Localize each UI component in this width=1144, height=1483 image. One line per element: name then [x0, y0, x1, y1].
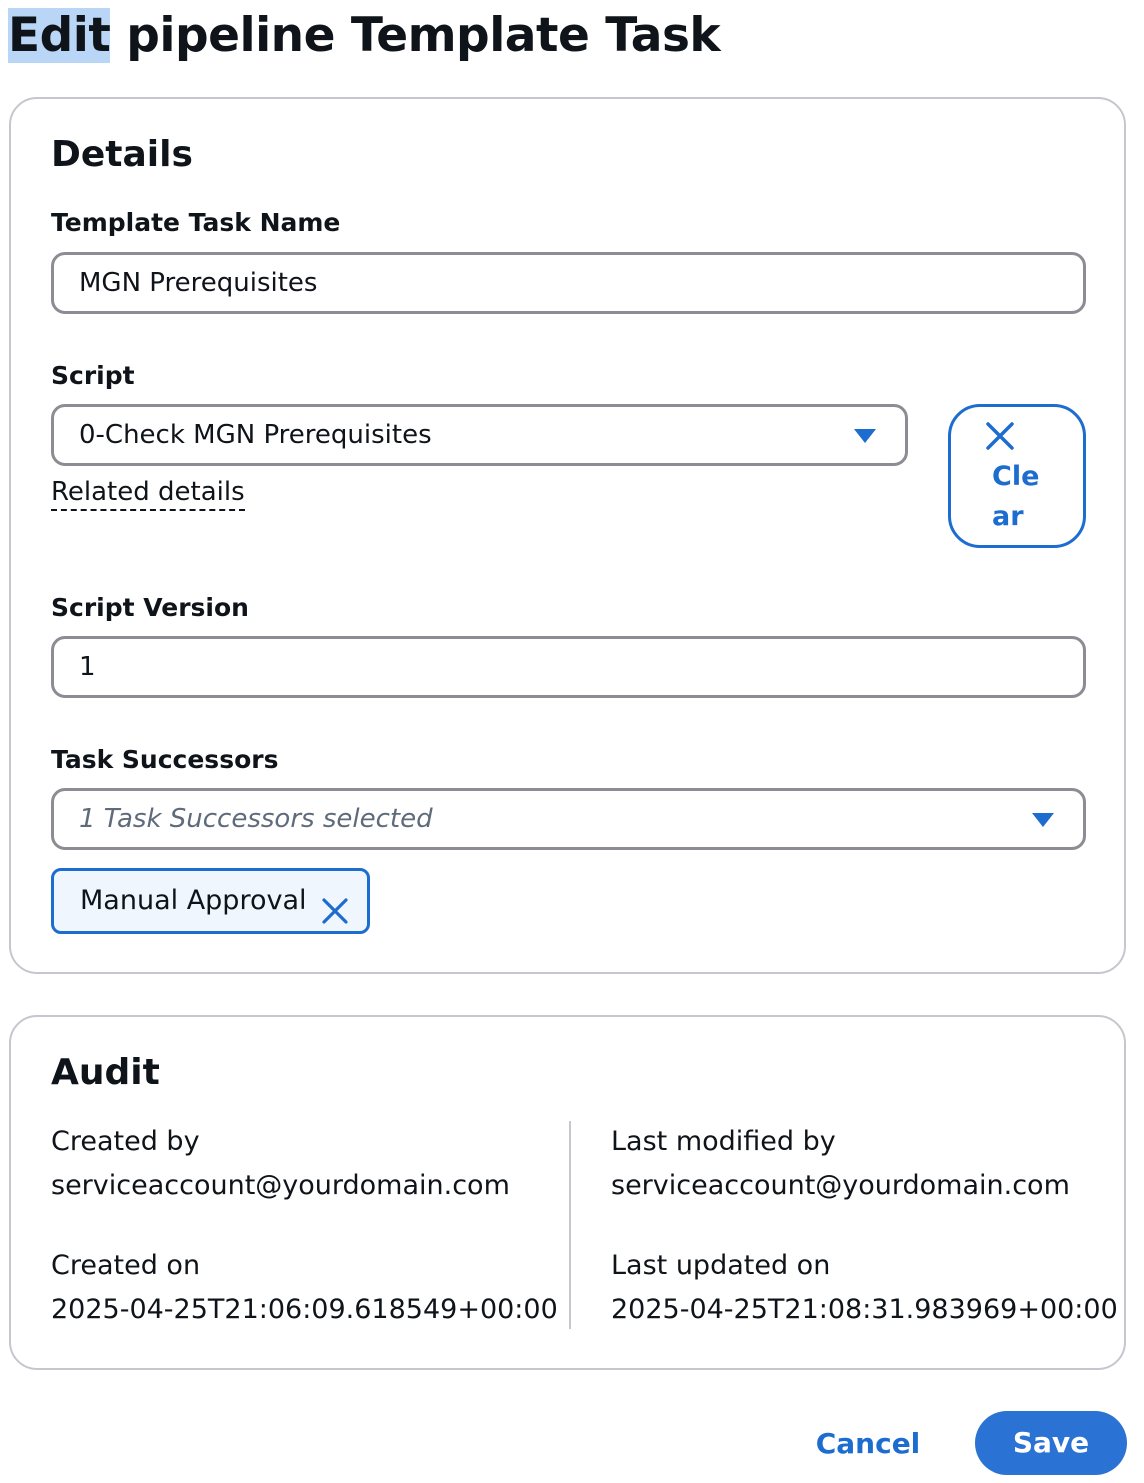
task-successors-label: Task Successors — [51, 745, 279, 774]
page-title — [8, 6, 720, 66]
script-select[interactable] — [51, 404, 908, 466]
modified-by-label: Last modified by — [611, 1126, 836, 1157]
modified-by-value: serviceaccount@yourdomain.com — [611, 1170, 1070, 1201]
page-title-rest: pipeline Template Task — [110, 8, 721, 63]
page-title-highlight: Edit — [8, 8, 111, 63]
clear-script-button[interactable] — [948, 404, 1086, 548]
script-select-value: 0-Check MGN Prerequisites — [79, 420, 432, 450]
task-successors-select[interactable] — [51, 788, 1086, 850]
task-name-value: MGN Prerequisites — [79, 268, 318, 298]
task-successors-placeholder: 1 Task Successors selected — [79, 804, 433, 834]
successor-token-label: Manual Approval — [80, 885, 307, 916]
clear-button-label: Clear — [992, 461, 1040, 532]
created-by-value: serviceaccount@yourdomain.com — [51, 1170, 510, 1201]
successor-token — [51, 868, 370, 934]
save-button[interactable]: Save — [975, 1411, 1127, 1475]
created-on-value: 2025-04-25T21:06:09.618549+00:00 — [51, 1294, 558, 1325]
updated-on-label: Last updated on — [611, 1250, 831, 1281]
related-details-link[interactable]: Related details — [51, 475, 245, 511]
audit-section-title: Audit — [51, 1052, 160, 1093]
close-icon — [985, 421, 1015, 455]
caret-down-icon — [1032, 813, 1054, 827]
created-on-label: Created on — [51, 1250, 201, 1281]
script-version-label: Script Version — [51, 593, 249, 622]
script-version-value: 1 — [79, 652, 96, 682]
details-card — [9, 97, 1126, 974]
audit-column-divider — [569, 1121, 571, 1329]
dismiss-token-icon[interactable] — [321, 887, 349, 947]
task-name-input[interactable] — [51, 252, 1086, 314]
audit-card — [9, 1015, 1126, 1370]
details-section-title: Details — [51, 134, 193, 175]
created-by-label: Created by — [51, 1126, 200, 1157]
task-name-label: Template Task Name — [51, 208, 341, 237]
caret-down-icon — [854, 429, 876, 443]
updated-on-value: 2025-04-25T21:08:31.983969+00:00 — [611, 1294, 1118, 1325]
script-label: Script — [51, 361, 135, 390]
script-version-input[interactable] — [51, 636, 1086, 698]
cancel-button[interactable]: Cancel — [815, 1427, 921, 1460]
